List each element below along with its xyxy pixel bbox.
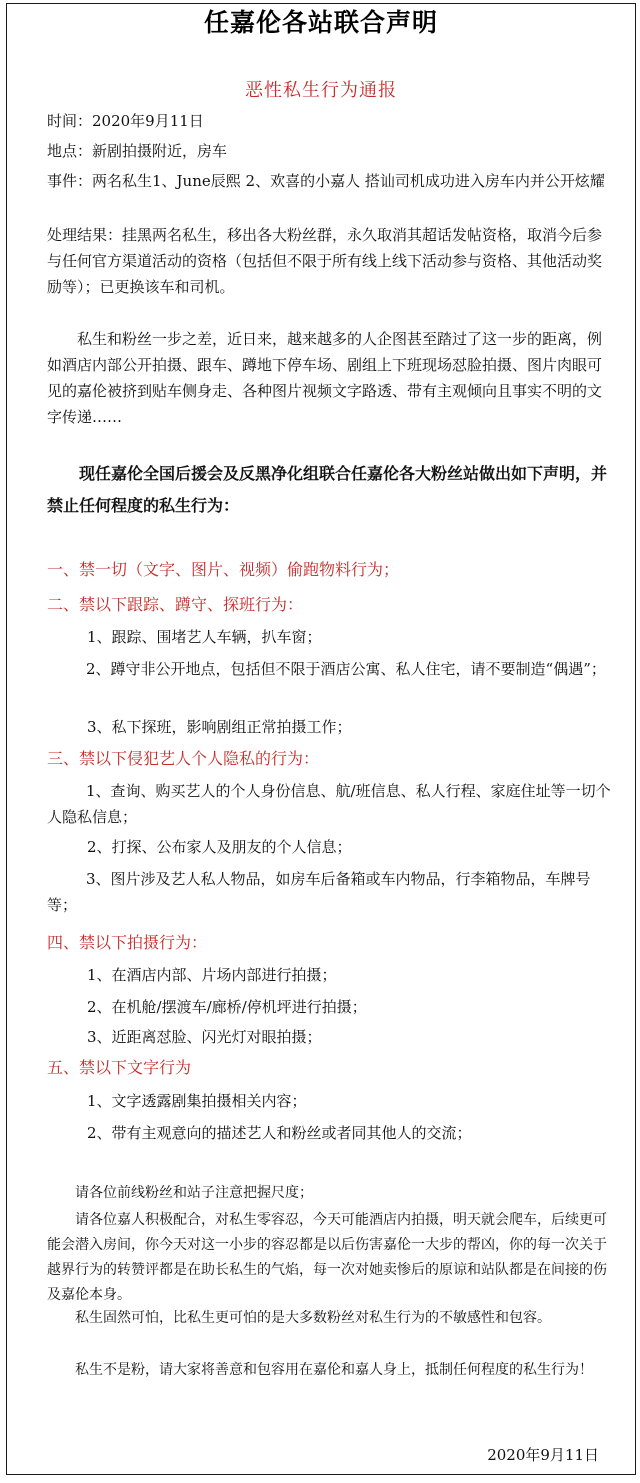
section-3-item-3: 3、图片涉及艺人私人物品，如房车后备箱或车内物品，行李箱物品，车牌号等； [47,870,591,914]
report-subtitle: 恶性私生行为通报 [245,80,397,101]
section-5-item-2: 2、带有主观意向的描述艺人和粉丝或者同其他人的交流； [87,1124,472,1142]
section-2-item-1: 1、跟踪、围堵艺人车辆，扒车窗； [87,628,322,646]
closing-paragraph-2: 请各位嘉人积极配合，对私生零容忍，今天可能酒店内拍摄，明天就会爬车，后续更可能会潜入房间，你今天对这一小步的容忍都是以后伤害嘉伦一大步的帮凶，你的每一次关于越界行为的转赞评都是在助长私生的气焰，每一次对她卖惨后的原谅和站队都是在间接的伤及嘉伦本身。 [47,1212,607,1303]
report-time: 时间：2020年9月11日 [47,112,204,130]
section-3-heading: 三、禁以下侵犯艺人个人隐私的行为： [47,749,320,768]
closing-paragraph-1: 请各位前线粉丝和站子注意把握尺度； [75,1185,313,1201]
section-5-heading: 五、禁以下文字行为 [47,1058,192,1077]
document-date: 2020年9月11日 [487,1446,599,1464]
section-3-item-1: 1、查询、购买艺人的个人身份信息、航/班信息、私人行程、家庭住址等一切个人隐私信息； [47,782,611,826]
section-4-item-1: 1、在酒店内部、片场内部进行拍摄； [87,966,337,984]
section-1-heading: 一、禁一切（文字、图片、视频）偷跑物料行为； [47,560,400,579]
intro-paragraph: 私生和粉丝一步之差，近日来，越来越多的人企图甚至踏过了这一步的距离，例如酒店内部公开拍摄、跟车、蹲地下停车场、剧组上下班现场怼脸拍摄、图片肉眼可见的嘉伦被挤到贴车侧身走、各种图片视频文字路透、带有主观倾向且事实不明的文字传递…… [47,330,603,426]
statement-paragraph: 现任嘉伦全国后援会及反黑净化组联合任嘉伦各大粉丝站做出如下声明，并禁止任何程度的私生行为： [47,464,608,515]
section-2-heading: 二、禁以下跟踪、蹲守、探班行为： [47,595,304,614]
report-result: 处理结果：挂黑两名私生，移出各大粉丝群，永久取消其超话发帖资格，取消今后参与任何官方渠道活动的资格（包括但不限于所有线上线下活动参与资格、其他活动奖励等）；已更换该车和司机。 [47,226,603,296]
closing-paragraph-4: 私生不是粉，请大家将善意和包容用在嘉伦和嘉人身上，抵制任何程度的私生行为！ [75,1362,593,1378]
section-2-item-3: 3、私下探班，影响剧组正常拍摄工作； [87,718,352,736]
section-4-item-2: 2、在机舱/摆渡车/廊桥/停机坪进行拍摄； [87,998,367,1016]
document-title: 任嘉伦各站联合声明 [203,8,438,37]
report-place: 地点：新剧拍摄附近，房车 [47,142,228,160]
closing-paragraph-3: 私生固然可怕，比私生更可怕的是大多数粉丝对私生行为的不敏感性和包容。 [75,1310,551,1326]
document-page [6,3,636,1475]
section-4-item-3: 3、近距离怼脸、闪光灯对眼拍摄； [87,1028,322,1046]
section-2-item-2: 2、蹲守非公开地点，包括但不限于酒店公寓、私人住宅，请不要制造“偶遇”； [86,660,606,678]
section-5-item-1: 1、文字透露剧集拍摄相关内容； [87,1092,307,1110]
report-event: 事件：两名私生1、June辰熙 2、欢喜的小嘉人 搭讪司机成功进入房车内并公开炫耀 [47,172,605,190]
section-4-heading: 四、禁以下拍摄行为： [47,933,208,952]
section-3-item-2: 2、打探、公布家人及朋友的个人信息； [87,838,352,856]
